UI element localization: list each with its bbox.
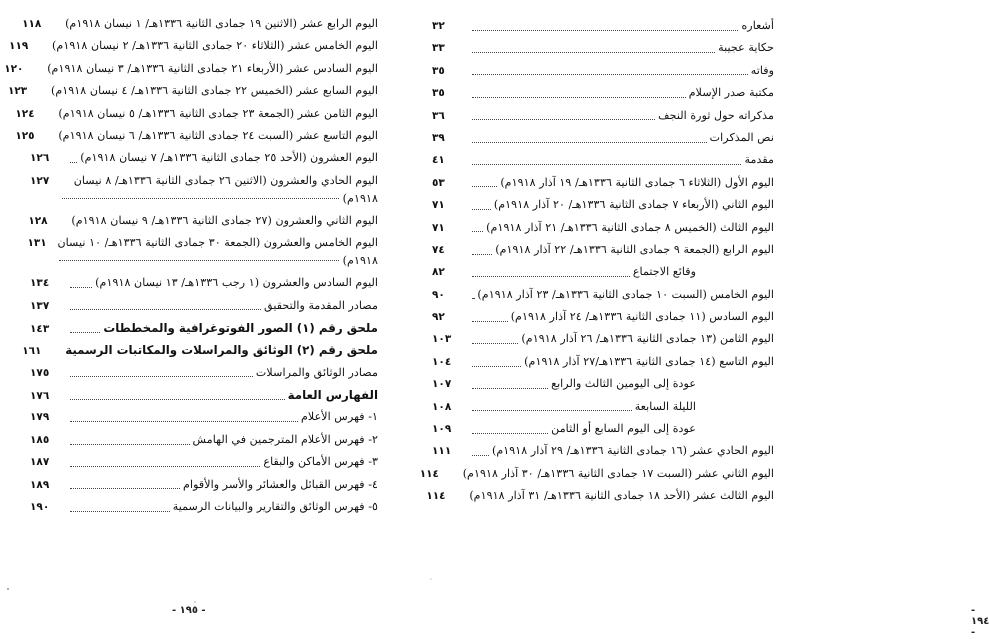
entry-title: اليوم السادس (١١ جمادى الثانية ١٣٣٦هـ/ ٢٤ آذار ١٩١٨م) <box>510 310 774 324</box>
entry-title: الفهارس العامة <box>287 388 378 403</box>
entry-page-number: ١٢٥ <box>15 129 35 142</box>
entry-page-number: ١٠٨ <box>432 400 452 413</box>
entry-page-number: ٣٢ <box>432 20 445 32</box>
toc-entry <box>30 474 378 496</box>
entry-title: اليوم الثاني (الأربعاء ٧ جمادى الثانية ١٣٣٦هـ/ ٢٠ آذار ١٩١٨م) <box>493 198 774 212</box>
entry-page-number: ١٨٩ <box>30 478 50 491</box>
entry-page-number: ٣٥ <box>432 64 445 77</box>
dot-leader <box>472 298 474 299</box>
dot-leader <box>472 74 748 75</box>
entry-page-number: ١٣٧ <box>30 299 50 312</box>
entry-title: اليوم الرابع (الجمعة ٩ جمادى الثانية ١٣٣٦هـ/ ٢٢ آذار ١٩١٨م) <box>495 242 774 256</box>
toc-entry <box>432 217 774 239</box>
table-of-contents-right <box>419 15 774 508</box>
entry-page-number: ١٢٨ <box>28 214 48 227</box>
dot-leader <box>59 260 338 261</box>
entry-page-number: ١٤٣ <box>30 322 50 335</box>
dot-leader <box>472 321 508 322</box>
dot-leader <box>70 332 100 333</box>
toc-entry <box>30 429 378 451</box>
entry-page-number: ١٢٠ <box>4 62 24 75</box>
entry-title: اليوم الخامس عشر (الثلاثاء ٢٠ جمادى الثانية ١٣٣٦هـ/ ٢ نيسان ١٩١٨م) <box>52 39 378 53</box>
dot-leader <box>472 231 483 232</box>
entry-page-number: ١٩٠ <box>30 501 50 514</box>
entry-title: الليلة السابعة <box>634 399 696 413</box>
entry-page-number: ١٠٣ <box>432 333 452 346</box>
entry-page-number: ١٢٣ <box>7 85 28 98</box>
entry-title: ملحق رقم (٢) الوثائق والمراسلات والمكاتبات الرسمية <box>65 343 378 358</box>
entry-page-number: ١٣٤ <box>30 277 50 290</box>
entry-title: اليوم التاسع عشر (السبت ٢٤ جمادى الثانية ١٣٣٦هـ/ ٦ نيسان ١٩١٨م) <box>58 128 378 142</box>
entry-title: مذكراته حول ثورة النجف <box>658 108 774 122</box>
entry-page-number: ١٨٥ <box>30 433 50 446</box>
scan-speck <box>430 578 432 580</box>
toc-entry <box>432 15 774 37</box>
dot-leader <box>70 488 180 489</box>
toc-entry <box>22 13 378 35</box>
toc-entry-indented <box>432 373 774 395</box>
entry-page-number: ١١٩ <box>9 40 29 53</box>
entry-page-number: ٩٠ <box>432 288 445 301</box>
dot-leader <box>472 164 741 165</box>
entry-title: نص المذكرات <box>709 130 774 144</box>
toc-entry <box>30 406 378 428</box>
entry-title: ٥- فهرس الوثائق والتقارير والبيانات الرسمية <box>172 500 378 514</box>
entry-title: اليوم السابع عشر (الخميس ٢٢ جمادى الثانية ١٣٣٦هـ/ ٤ نيسان ١٩١٨م) <box>50 84 378 98</box>
toc-entry-indented <box>432 418 774 440</box>
entry-title: اليوم الثاني والعشرون (٢٧ جمادى الثانية ١٣٣٦هـ/ ٩ نيسان ١٩١٨م) <box>71 213 378 227</box>
dot-leader <box>70 466 260 467</box>
entry-title: ٢- فهرس الأعلام المترجمين في الهامش <box>192 432 378 446</box>
entry-page-number: ٣٥ <box>432 87 445 100</box>
dot-leader <box>472 254 492 255</box>
dot-leader <box>472 433 548 434</box>
dot-leader <box>472 388 548 389</box>
left-page <box>0 0 404 639</box>
dot-leader <box>70 287 92 288</box>
toc-entry <box>432 149 774 171</box>
entry-title-line2: ١٩١٨م) <box>342 254 378 268</box>
entry-page-number: ٧٤ <box>432 243 445 256</box>
table-of-contents-left <box>4 13 378 518</box>
dot-leader <box>70 162 77 163</box>
dot-leader <box>62 198 339 199</box>
entry-title: اليوم الخامس (السبت ١٠ جمادى الثانية ١٣٣٦هـ/ ٢٣ آذار ١٩١٨م) <box>477 287 774 301</box>
toc-entry-indented <box>432 261 774 283</box>
entry-title: اليوم السادس والعشرون (١ رجب ١٣٣٦هـ/ ١٣ نيسان ١٩١٨م) <box>95 276 378 290</box>
dot-leader <box>472 455 489 456</box>
entry-page-number: ٣٦ <box>432 109 445 122</box>
dot-leader <box>70 444 190 445</box>
entry-title: وقائع الاجتماع <box>632 265 696 279</box>
entry-title: مكتبة صدر الإسلام <box>688 86 774 100</box>
entry-title: اليوم الحادي عشر (١٦ جمادى الثانية ١٣٣٦هـ/ ٢٩ آذار ١٩١٨م) <box>491 444 774 458</box>
dot-leader <box>472 30 738 31</box>
toc-entry <box>419 463 774 485</box>
entry-title: اليوم الثالث عشر (الأحد ١٨ جمادى الثانية ١٣٣٦هـ/ ٣١ آذار ١٩١٨م) <box>469 489 774 503</box>
toc-entry <box>432 172 774 194</box>
entry-page-number: ١٨٧ <box>30 456 50 469</box>
dot-leader <box>472 366 521 367</box>
dot-leader <box>472 209 491 210</box>
entry-page-number: ١٧٩ <box>30 411 50 424</box>
toc-entry-appendix-2 <box>22 339 378 361</box>
toc-entry <box>30 147 378 169</box>
toc-entry-indented <box>432 396 774 418</box>
dot-leader <box>472 119 655 120</box>
entry-page-number: ١٧٥ <box>30 366 50 379</box>
entry-title: اليوم الرابع عشر (الاثنين ١٩ جمادى الثانية ١٣٣٦هـ/ ١ نيسان ١٩١٨م) <box>65 17 378 30</box>
dot-leader <box>472 97 686 98</box>
toc-entry <box>432 127 774 149</box>
dot-leader <box>472 186 497 187</box>
toc-entry <box>7 80 378 102</box>
right-page <box>404 0 989 639</box>
toc-entry <box>4 58 378 80</box>
dot-leader <box>70 399 285 400</box>
toc-entry <box>432 105 774 127</box>
entry-page-number: ٩٢ <box>432 311 445 324</box>
toc-entry <box>432 60 774 82</box>
entry-title: اليوم السادس عشر (الأربعاء ٢١ جمادى الثانية ١٣٣٦هـ/ ٣ نيسان ١٩١٨م) <box>47 61 378 75</box>
entry-page-number: ١١٨ <box>22 18 42 30</box>
entry-title: اليوم الثاني عشر (السبت ١٧ جمادى الثانية ١٣٣٦هـ/ ٣٠ آذار ١٩١٨م) <box>462 466 774 480</box>
entry-page-number: ١٦١ <box>22 345 42 358</box>
entry-page-number: ٥٣ <box>432 176 445 189</box>
scan-speck <box>194 601 196 603</box>
entry-title: اليوم الثالث (الخميس ٨ جمادى الثانية ١٣٣٦هـ/ ٢١ آذار ١٩١٨م) <box>486 220 774 234</box>
toc-entry <box>30 362 378 384</box>
entry-page-number: ١٠٩ <box>432 423 452 436</box>
toc-entry <box>30 272 378 294</box>
entry-page-number: ١١٤ <box>426 490 446 503</box>
toc-entry <box>432 194 774 216</box>
dot-leader <box>70 309 261 310</box>
toc-entry <box>432 82 774 104</box>
entry-title: مصادر المقدمة والتحقيق <box>264 298 378 312</box>
entry-page-number: ١٢٤ <box>15 107 35 120</box>
entry-page-number: ٤١ <box>432 154 445 167</box>
dot-leader <box>472 142 707 143</box>
entry-page-number: ١٧٦ <box>30 390 50 403</box>
entry-title: اليوم التاسع (١٤ جمادى الثانية ١٣٣٦هـ/٢٧ آذار ١٩١٨م) <box>524 354 774 368</box>
entry-title-line2: ١٩١٨م) <box>342 191 378 205</box>
toc-entry <box>432 306 774 328</box>
entry-title: مصادر الوثائق والمراسلات <box>255 365 378 379</box>
toc-entry-wrapped <box>27 232 378 272</box>
toc-entry-wrapped <box>30 170 378 210</box>
entry-title: اليوم الأول (الثلاثاء ٦ جمادى الثانية ١٣٣٦هـ/ ١٩ آذار ١٩١٨م) <box>500 175 774 189</box>
entry-page-number: ١٠٧ <box>432 378 452 391</box>
toc-entry <box>30 451 378 473</box>
entry-title: اليوم الثامن عشر (الجمعة ٢٣ جمادى الثانية ١٣٣٦هـ/ ٥ نيسان ١٩١٨م) <box>58 106 378 120</box>
scan-speck <box>7 588 9 590</box>
entry-page-number: ١٢٦ <box>30 152 50 165</box>
toc-entry <box>15 125 378 147</box>
toc-entry <box>30 496 378 518</box>
entry-page-number: ١٢٧ <box>30 174 50 187</box>
toc-entry <box>9 35 378 57</box>
dot-leader <box>472 343 518 344</box>
toc-entry <box>426 485 774 507</box>
toc-entry <box>30 295 378 317</box>
toc-entry-general-indexes <box>30 384 378 406</box>
entry-title: عودة إلى اليومين الثالث والرابع <box>551 377 696 391</box>
entry-title: ملحق رقم (١) الصور الفوتوغرافية والمخططات <box>103 320 378 335</box>
entry-title: ٣- فهرس الأماكن والبقاع <box>263 455 378 469</box>
toc-entry <box>30 210 378 232</box>
entry-page-number: ٧١ <box>432 199 445 212</box>
toc-entry-appendix-1 <box>30 317 378 339</box>
page-number-folio: - ١٩٤ - <box>971 605 989 638</box>
entry-title: اليوم العشرون (الأحد ٢٥ جمادى الثانية ١٣٣٦هـ/ ٧ نيسان ١٩١٨م) <box>80 151 378 165</box>
entry-title: ١- فهرس الأعلام <box>300 410 378 424</box>
entry-page-number: ١١٤ <box>419 467 439 480</box>
toc-entry <box>432 284 774 306</box>
toc-entry <box>432 239 774 261</box>
entry-page-number: ٧١ <box>432 221 445 234</box>
entry-page-number: ٣٣ <box>432 42 445 55</box>
entry-page-number: ١٠٤ <box>432 355 452 368</box>
entry-title: مقدمة <box>744 153 774 167</box>
dot-leader <box>70 421 298 422</box>
dot-leader <box>472 410 632 411</box>
entry-title-line1: اليوم الخامس والعشرون (الجمعة ٣٠ جمادى الثانية ١٣٣٦هـ/ ١٠ نيسان <box>57 236 378 250</box>
entry-title: ٤- فهرس القبائل والعشائر والأسر والأقوام <box>183 477 378 491</box>
entry-title: أشعاره <box>741 19 774 32</box>
entry-title: اليوم الثامن (١٣ جمادى الثانية ١٣٣٦هـ/ ٢٦ آذار ١٩١٨م) <box>521 332 774 346</box>
toc-entry <box>432 37 774 59</box>
entry-page-number: ٣٩ <box>432 131 445 144</box>
entry-page-number: ١١١ <box>432 445 452 458</box>
dot-leader <box>472 52 715 53</box>
toc-entry <box>432 440 774 462</box>
entry-page-number: ١٣١ <box>27 237 47 250</box>
dot-leader <box>472 276 630 277</box>
entry-page-number: ٨٢ <box>432 266 445 279</box>
entry-title: عودة إلى اليوم السابع أو الثامن <box>551 422 696 436</box>
toc-entry <box>432 351 774 373</box>
entry-title-line1: اليوم الحادي والعشرون (الاثنين ٢٦ جمادى الثانية ١٣٣٦هـ/ ٨ نيسان <box>73 173 378 187</box>
entry-title: وفاته <box>750 63 774 77</box>
dot-leader <box>70 511 170 512</box>
page-number-folio: - ١٩٥ - <box>172 605 206 616</box>
toc-entry <box>15 103 378 125</box>
entry-title: حكاية عجيبة <box>718 41 774 55</box>
toc-entry <box>432 328 774 350</box>
dot-leader <box>70 376 253 377</box>
